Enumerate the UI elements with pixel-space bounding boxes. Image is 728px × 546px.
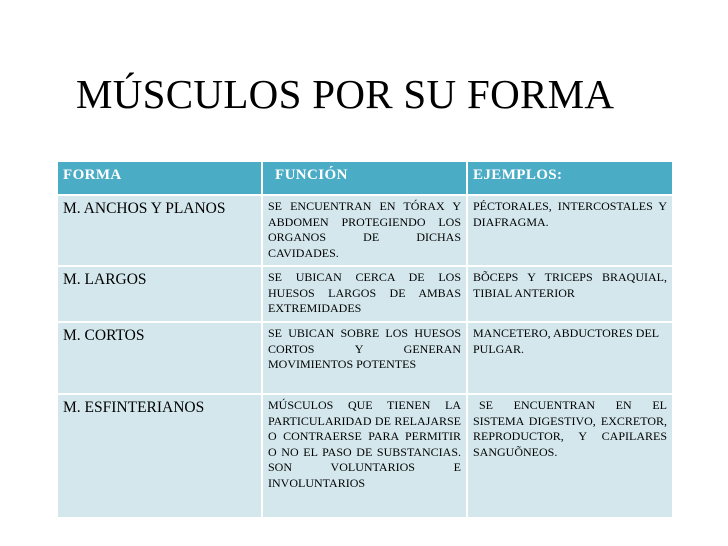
cell-funcion: MÚSCULOS QUE TIENEN LA PARTICULARIDAD DE RELAJARSE O CONTRAERSE PARA PERMITIR O NO EL PASO DE SUBSTANCIAS. SON VOLUNTARIOS E INVOLUNTARIOS xyxy=(262,394,467,518)
cell-forma: M. ANCHOS Y PLANOS xyxy=(57,195,262,266)
cell-funcion: SE UBICAN CERCA DE LOS HUESOS LARGOS DE AMBAS EXTREMIDADES xyxy=(262,266,467,322)
cell-forma: M. LARGOS xyxy=(57,266,262,322)
cell-ejemplos: BÕCEPS Y TRICEPS BRAQUIAL, TIBIAL ANTERIOR xyxy=(467,266,673,322)
table-header-row xyxy=(57,161,673,195)
cell-ejemplos: MANCETERO, ABDUCTORES DEL PULGAR. xyxy=(467,322,673,394)
slide-title: MÚSCULOS POR SU FORMA xyxy=(76,71,615,117)
cell-funcion: SE UBICAN SOBRE LOS HUESOS CORTOS Y GENERAN MOVIMIENTOS POTENTES xyxy=(262,322,467,394)
cell-forma: M. CORTOS xyxy=(57,322,262,394)
cell-ejemplos: SE ENCUENTRAN EN EL SISTEMA DIGESTIVO, EXCRETOR, REPRODUCTOR, Y CAPILARES SANGUÕNEOS. xyxy=(467,394,673,518)
cell-ejemplos: PÉCTORALES, INTERCOSTALES Y DIAFRAGMA. xyxy=(467,195,673,266)
table-row xyxy=(57,195,673,266)
cell-forma: M. ESFINTERIANOS xyxy=(57,394,262,518)
table-row xyxy=(57,266,673,322)
header-forma: FORMA xyxy=(57,161,262,195)
header-ejemplos: EJEMPLOS: xyxy=(467,161,673,195)
table-row xyxy=(57,322,673,394)
muscle-shape-table xyxy=(56,160,674,519)
table-row xyxy=(57,394,673,518)
header-funcion: FUNCIÓN xyxy=(262,161,467,195)
cell-funcion: SE ENCUENTRAN EN TÓRAX Y ABDOMEN PROTEGIENDO LOS ORGANOS DE DICHAS CAVIDADES. xyxy=(262,195,467,266)
